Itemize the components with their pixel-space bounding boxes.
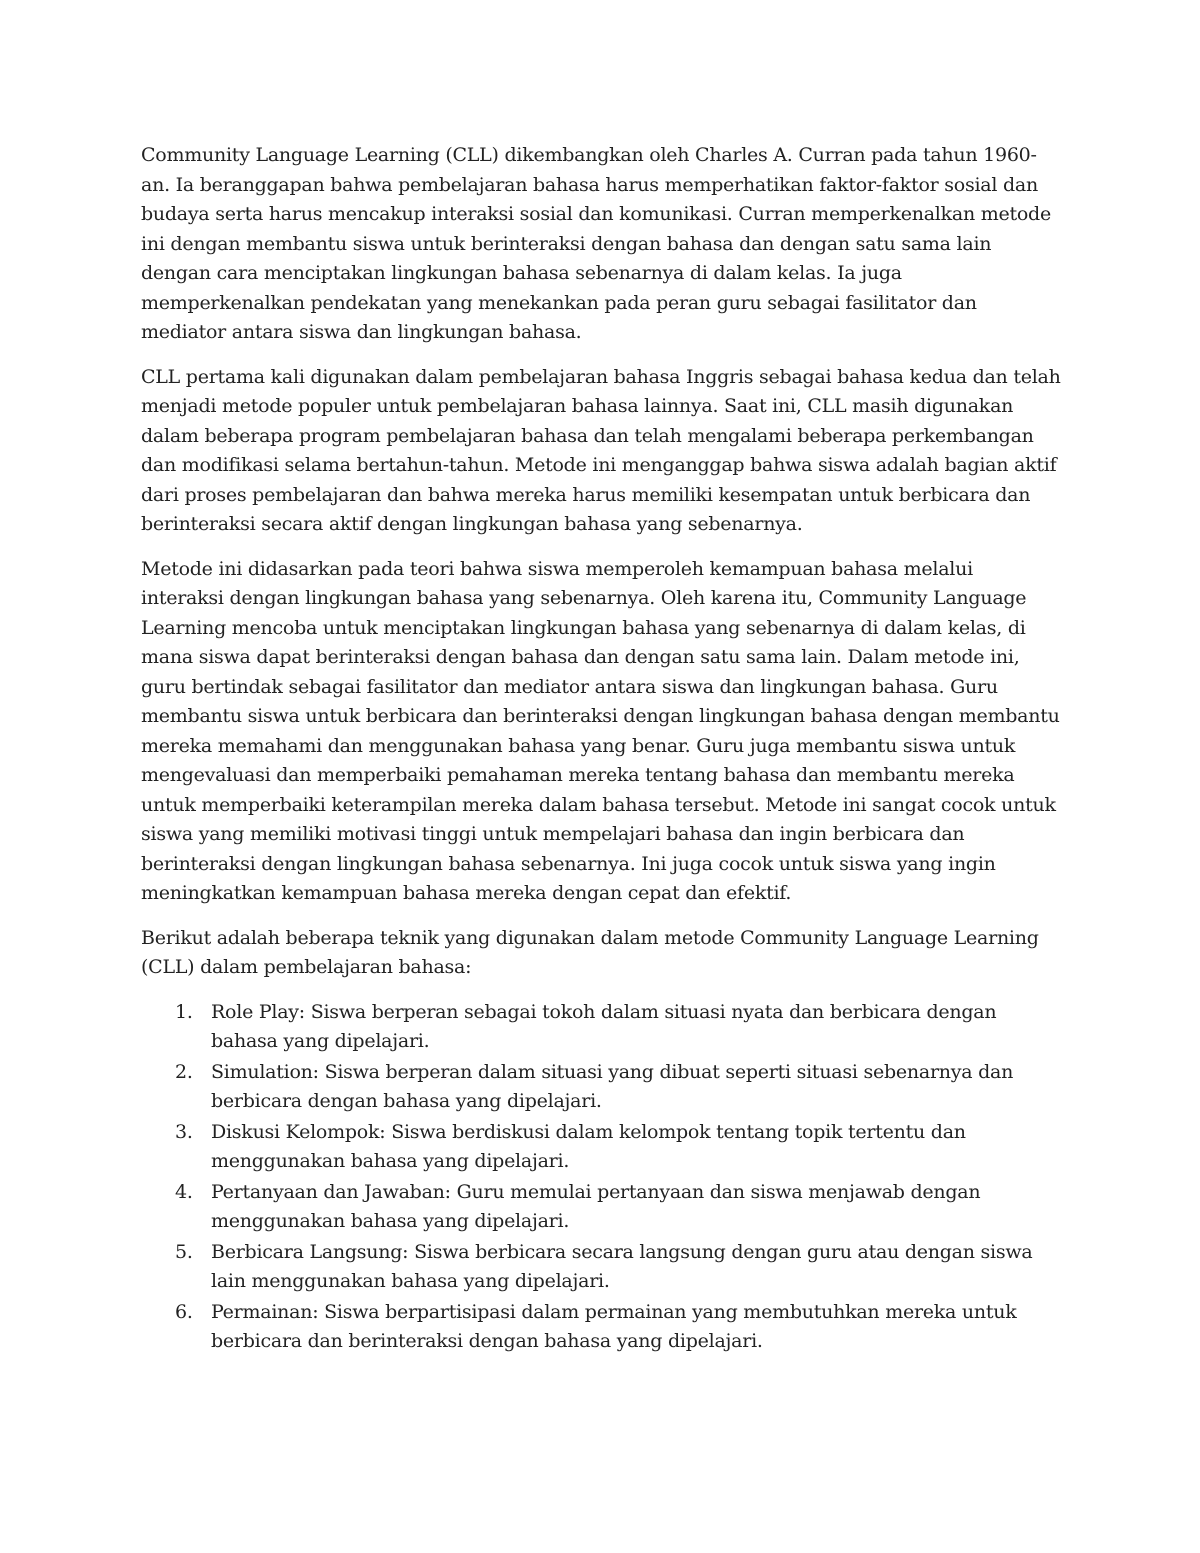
- list-item-text: Permainan: Siswa berpartisipasi dalam permainan yang membutuhkan mereka untuk berbicara dan berinteraksi dengan bahasa yang dipelajari.: [211, 1300, 1017, 1352]
- techniques-list: [141, 998, 1061, 1357]
- list-number: 2.: [175, 1060, 193, 1083]
- paragraph-method: Metode ini didasarkan pada teori bahwa siswa memperoleh kemampuan bahasa melalui interaksi dengan lingkungan bahasa yang sebenarnya. Oleh karena itu, Community Language Learning mencoba untuk menciptakan lingkungan bahasa yang sebenarnya di dalam kelas, di mana siswa dapat berinteraksi dengan bahasa dan dengan satu sama lain. Dalam metode ini, guru bertindak sebagai fasilitator dan mediator antara siswa dan lingkungan bahasa. Guru membantu siswa untuk berbicara dan berinteraksi dengan lingkungan bahasa dengan membantu mereka memahami dan menggunakan bahasa yang benar. Guru juga membantu siswa untuk mengevaluasi dan memperbaiki pemahaman mereka tentang bahasa dan membantu mereka untuk memperbaiki keterampilan mereka dalam bahasa tersebut. Metode ini sangat cocok untuk siswa yang memiliki motivasi tinggi untuk mempelajari bahasa dan ingin berbicara dan berinteraksi dengan lingkungan bahasa sebenarnya. Ini juga cocok untuk siswa yang ingin meningkatkan kemampuan bahasa mereka dengan cepat dan efektif.: [141, 557, 1060, 904]
- list-number: 3.: [175, 1120, 193, 1143]
- list-item-text: Diskusi Kelompok: Siswa berdiskusi dalam kelompok tentang topik tertentu dan menggunakan bahasa yang dipelajari.: [211, 1120, 966, 1172]
- list-number: 6.: [175, 1300, 193, 1323]
- list-item: [141, 1178, 1061, 1237]
- list-number: 4.: [175, 1180, 193, 1203]
- list-number: 1.: [175, 1000, 193, 1023]
- list-item: [141, 1298, 1061, 1357]
- paragraph-intro: Community Language Learning (CLL) dikembangkan oleh Charles A. Curran pada tahun 1960-an. Ia beranggapan bahwa pembelajaran bahasa harus memperhatikan faktor-faktor sosial dan budaya serta harus mencakup interaksi sosial dan komunikasi. Curran memperkenalkan metode ini dengan membantu siswa untuk berinteraksi dengan bahasa dan dengan satu sama lain dengan cara menciptakan lingkungan bahasa sebenarnya di dalam kelas. Ia juga memperkenalkan pendekatan yang menekankan pada peran guru sebagai fasilitator dan mediator antara siswa dan lingkungan bahasa.: [141, 144, 1051, 343]
- list-item: [141, 1118, 1061, 1177]
- list-item-text: Simulation: Siswa berperan dalam situasi yang dibuat seperti situasi sebenarnya dan berbicara dengan bahasa yang dipelajari.: [211, 1060, 1014, 1112]
- list-item: [141, 1238, 1061, 1297]
- list-item-text: Pertanyaan dan Jawaban: Guru memulai pertanyaan dan siswa menjawab dengan menggunakan bahasa yang dipelajari.: [211, 1180, 981, 1232]
- list-number: 5.: [175, 1240, 193, 1263]
- list-item-text: Role Play: Siswa berperan sebagai tokoh dalam situasi nyata dan berbicara dengan bahasa yang dipelajari.: [211, 1000, 997, 1052]
- list-item: [141, 998, 1061, 1057]
- paragraph-techniques-intro: Berikut adalah beberapa teknik yang digunakan dalam metode Community Language Learning (CLL) dalam pembelajaran bahasa:: [141, 926, 1039, 978]
- paragraph-history: CLL pertama kali digunakan dalam pembelajaran bahasa Inggris sebagai bahasa kedua dan telah menjadi metode populer untuk pembelajaran bahasa lainnya. Saat ini, CLL masih digunakan dalam beberapa program pembelajaran bahasa dan telah mengalami beberapa perkembangan dan modifikasi selama bertahun-tahun. Metode ini menganggap bahwa siswa adalah bagian aktif dari proses pembelajaran dan bahwa mereka harus memiliki kesempatan untuk berbicara dan berinteraksi secara aktif dengan lingkungan bahasa yang sebenarnya.: [141, 365, 1061, 535]
- list-item-text: Berbicara Langsung: Siswa berbicara secara langsung dengan guru atau dengan siswa lain menggunakan bahasa yang dipelajari.: [211, 1240, 1033, 1292]
- document-page: [141, 141, 1061, 1358]
- list-item: [141, 1058, 1061, 1117]
